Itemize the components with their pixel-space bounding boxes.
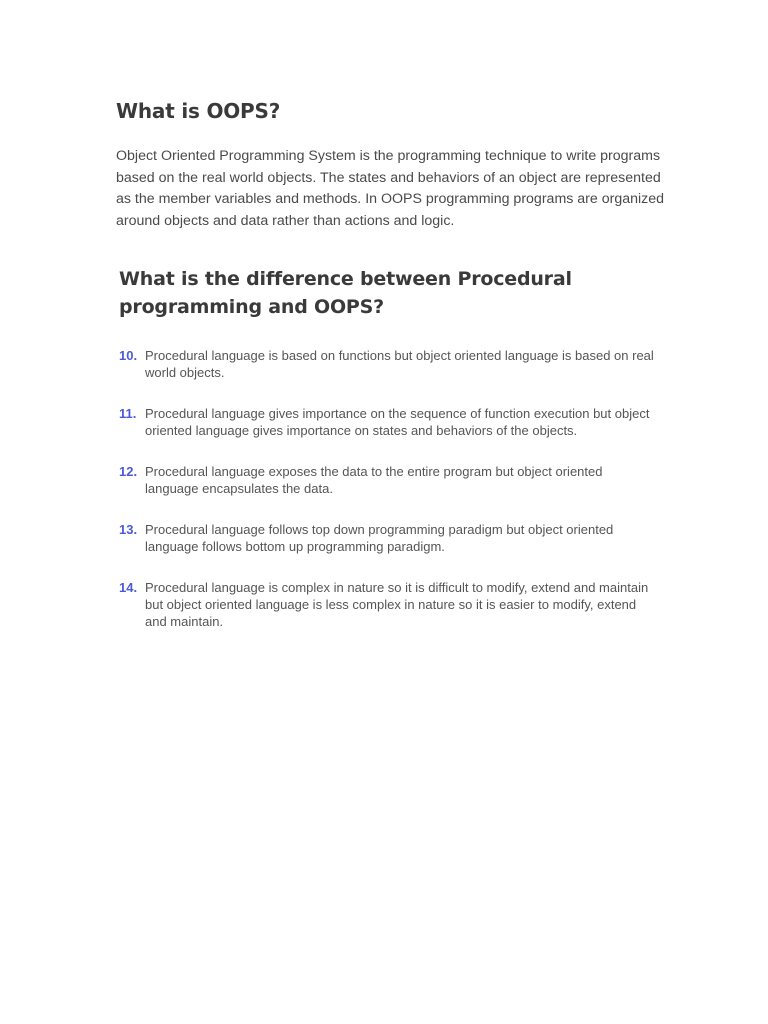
list-item-text: Procedural language exposes the data to the entire program but object oriented language encapsulates the data. <box>145 464 603 496</box>
list-item <box>119 579 659 630</box>
list-item <box>119 521 659 555</box>
list-item-text: Procedural language gives importance on the sequence of function execution but object oriented language gives importance on states and behaviors of the objects. <box>145 406 650 438</box>
list-item-number: 14. <box>119 580 138 595</box>
list-item-number: 12. <box>119 464 138 479</box>
list-item <box>119 347 659 381</box>
section-title-difference: What is the difference between Procedural programming and OOPS? <box>119 268 572 318</box>
oops-definition-paragraph: Object Oriented Programming System is the programming technique to write programs based on the real world objects. The states and behaviors of an object are represented as the member variables and methods. In OOPS programming programs are organized around objects and data rather than actions and logic. <box>116 148 665 229</box>
list-item <box>119 405 659 439</box>
list-item-number: 13. <box>119 522 138 537</box>
list-item-number: 10. <box>119 348 138 363</box>
list-item <box>119 463 659 497</box>
list-item-text: Procedural language is complex in nature so it is difficult to modify, extend and maintain but object oriented language is less complex in nature so it is easier to modify, extend and maintain. <box>145 580 649 629</box>
list-item-number: 11. <box>119 406 137 421</box>
section-title-oops: What is OOPS? <box>116 99 281 123</box>
difference-list <box>119 347 659 654</box>
list-item-text: Procedural language follows top down programming paradigm but object oriented language follows bottom up programming paradigm. <box>145 522 614 554</box>
list-item-text: Procedural language is based on functions but object oriented language is based on real world objects. <box>145 348 654 380</box>
